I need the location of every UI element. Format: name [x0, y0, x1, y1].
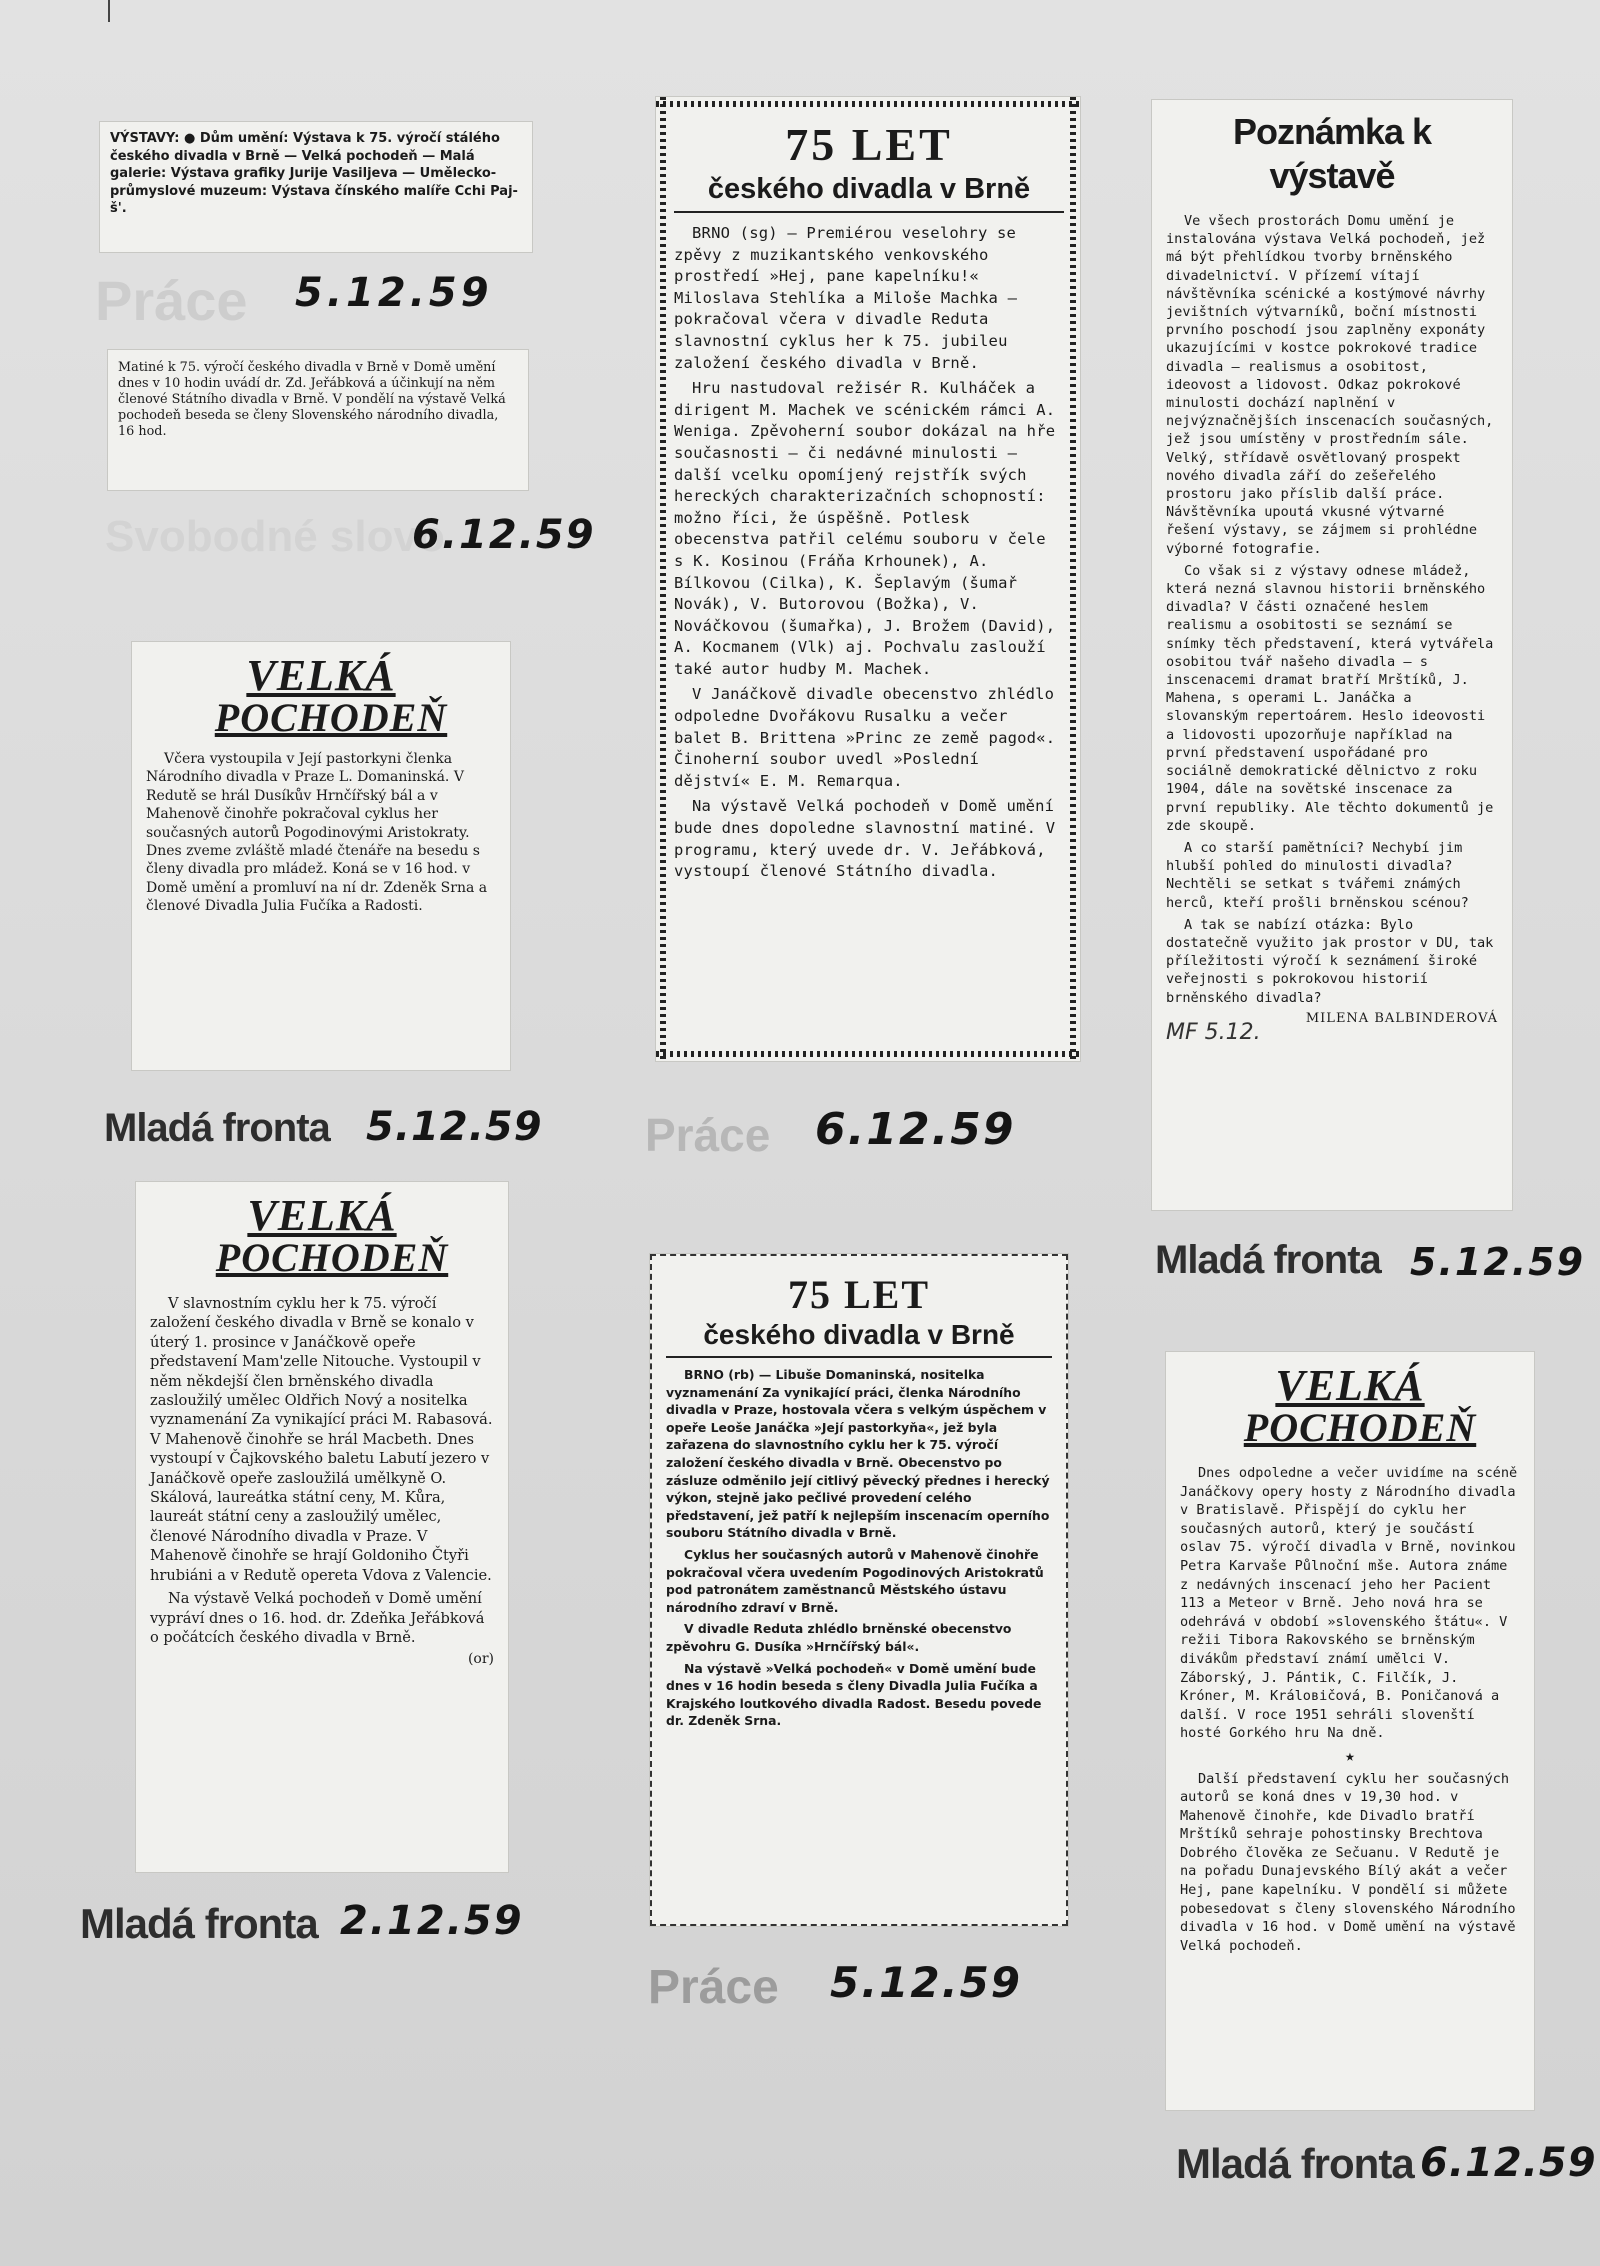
velka-pochoden-logo: [1180, 1361, 1520, 1450]
source-mf1: Mladá fronta: [104, 1106, 330, 1150]
clipping-matine: [108, 350, 528, 490]
mf3-paragraph: Dnes odpoledne a večer uvidíme na scéně Janáčkovy opery hosty z Národního divadla v Bratislavě. Přispějí do cyklu her současných autorů, který je součástí oslav 75. výročí divadla v Brně, novinkou Petra Karvaše Půlnoční mše. Autora známe z nedávných inscenací jeho her Pacient 113 a Meteor v Brně. Jeho nová hra se odehrává v období »slovenského štátu«. V režii Tibora Rakovského se brněnským divákům představí známí umělci V. Záborský, J. Pántik, C. Filčík, J. Króner, M. Králoвičová, B. Poničanová a další. V roce 1951 sehráli slovenští hosté Gorkého hru Na dně.: [1180, 1465, 1518, 1742]
ghost-source-svobodne: Svobodné slovo: [105, 512, 445, 561]
poznamka-paragraph: A tak se nabízí otázka: Bylo dostatečně využito jak prostor v DU, tak příležitosti výročí k seznámení široké veřejnosti s pokrokovou historií brněnského divadla?: [1166, 916, 1494, 1006]
border-right: [1070, 97, 1076, 1061]
prace6-paragraph: Na výstavě Velká pochodeň v Domě umění bude dnes dopoledne slavnostní matiné. V programu, který uvede dr. V. Jeřábková, vystoupí členové Státního divadla.: [674, 797, 1056, 881]
star-separator: ★: [1345, 1745, 1355, 1765]
date-matine: 6.12.59: [412, 512, 596, 558]
mf1-text: Včera vystoupila v Její pastorkyni členka Národního divadla v Praze L. Domaninská. V Redutě se hrál Dusíkův Hrnčířský bál a v Mahenově činohře pokračoval cyklus her současných autorů Pogodinovými Aristokraty. Dnes zveme zvláště mladé čtenáře na besedu s členy divadla pro mládež. Koná se v 16 hod. v Domě umění a promluví na ní dr. Zdeněk Srna a členové Divadla Julia Fučíka a Radosti.: [146, 751, 488, 915]
vystavy-text: VÝSTAVY: ● Dům umění: Výstava k 75. výročí stálého českého divadla v Brně — Velká pochodeň — Malá galerie: Výstava grafiky Jurije Vasiljeva — Uměleckoprůmyslové muzeum: Výstava čínského malíře Cchi Paj-š'.: [110, 131, 518, 216]
velka-pochoden-logo: [146, 651, 496, 740]
prace5-paragraph: Na výstavě »Velká pochodeň« v Domě umění bude dnes v 16 hodin beseda s členy Divadla Julia Fučíka a Krajského loutkového divadla Radost. Besedu povede dr. Zdeněk Srna.: [666, 1660, 1042, 1729]
prace6-paragraph: Hru nastudoval režisér R. Kulháček a dirigent M. Machek ve scénickém rámci A. Weniga. Zpěvoherní soubor dokázal na hře současnosti — či nedávné minulosti — další vcelku opomíjený rejstřík svých hereckých charakterizačních schopností: možno říci, že úspěšně. Potlesk obecenstva patřil celému souboru v čele s K. Kosinou (Fráňa Krhounek), A. Bílkovou (Cilka), K. Šeplavým (šumař Novák), V. Butorovou (Božka), V. Nováčkovou (šumařka), J. Brožem (David), A. Kocmanem (Vlk) aj. Pochvalu zaslouží také autor hudby M. Machek.: [674, 379, 1056, 678]
prace5-paragraph: BRNO (rb) — Libuše Domaninská, nositelka vyznamenání Za vynikající práci, členka Národního divadla v Praze, hostovala včera s velkým úspěchem v opeře Leoše Janáčka »Její pastorkyňa«, jež byla zařazena do slavnostního cyklu her k 75. výročí založení českého divadla v Brně. Obecenstvo po zásluze odměnilo její citlivý pěvecký přednes i herecký výkon, stejně jako pečlivé provedení celého představení, jež patří k nejlepším inscenacím operního souboru Státního divadla v Brně.: [666, 1367, 1050, 1541]
logo-line-velka: VELKÁ: [1275, 1361, 1425, 1410]
mf2-body: [150, 1294, 494, 1647]
ghost-source-prace: Práce: [95, 269, 248, 332]
velka-pochoden-logo: [150, 1191, 494, 1280]
clipping-poznamka-k-vystave: [1152, 100, 1512, 1210]
date-mf2: 2.12.59: [340, 1898, 524, 1944]
border-left: [660, 97, 666, 1061]
logo-line-velka: VELKÁ: [246, 651, 396, 700]
mf3-body: [1180, 1464, 1520, 1955]
date-prace5: 5.12.59: [830, 1958, 1023, 2007]
border-bottom: [656, 1051, 1080, 1057]
poznamka-paragraph: A co starší pamětníci? Nechybí jim hlubší pohled do minulosti divadla? Nechtěli se setkat s tvářemi známých herců, kteří prošli brněnskou scénou?: [1166, 839, 1469, 911]
mf2-paragraph: Na výstavě Velká pochodeň v Domě umění vypráví dnes o 16. hod. dr. Zdeňka Jeřábková o počátcích českého divadla v Brně.: [150, 1590, 485, 1646]
source-poznamka: Mladá fronta: [1155, 1238, 1381, 1282]
prace6-body: [674, 223, 1064, 883]
mf3-paragraph: Další představení cyklu her současných autorů se koná dnes v 19,30 hod. v Mahenově činohře, kde Divadlo bratří Mrštíků sehraje pohostinsky Brechtova Dobrého člověka ze Sečuanu. V Redutě je na pořadu Dunajevského Bílý akát a večer Hej, pane kapelníku. V pondělí si můžete pobesedovat s členy slovenského Národního divadla v 16 hod. v Domě umění na výstavě Velká pochodeň.: [1180, 1770, 1516, 1954]
clipping-mf-velka-pochoden-2: [136, 1182, 508, 1872]
date-vystavy: 5.12.59: [295, 270, 493, 316]
headline-75-let: 75 LET: [785, 119, 953, 170]
poznamka-scribble: MF 5.12.: [1166, 1019, 1261, 1045]
date-mf3: 6.12.59: [1420, 2140, 1597, 2186]
poznamka-headline: Poznámka k výstavě: [1232, 111, 1432, 196]
clipping-mf-velka-pochoden-3: [1166, 1352, 1534, 2110]
poznamka-body: [1166, 212, 1498, 1007]
date-prace6: 6.12.59: [815, 1104, 1016, 1155]
prace5-body: [666, 1366, 1052, 1730]
logo-line-pochoden: POCHODEŇ: [1243, 1405, 1477, 1450]
prace5-paragraph: V divadle Reduta zhlédlo brněnské obecenstvo zpěvohru G. Dusíka »Hrnčířský bál«.: [666, 1621, 1012, 1654]
logo-line-pochoden: POCHODEŇ: [214, 695, 448, 740]
clipping-prace-75-let-2: [650, 1254, 1068, 1926]
prace6-paragraph: V Janáčkově divadle obecenstvo zhlédlo odpoledne Dvořákovu Rusalku a večer balet B. Brittena »Princ ze země pagod«. Činoherní soubor uvedl »Poslední dějství« E. M. Remarqua.: [674, 685, 1056, 790]
matine-text: Matiné k 75. výročí českého divadla v Brně v Domě umění dnes v 10 hodin uvádí dr. Zd. Jeřábková a účinkují na něm členové Státního divadla v Brně. V pondělí na výstavě Velká pochodeň beseda se členy Slovenského národního divadla, 16 hod.: [118, 360, 506, 439]
source-mf3: Mladá fronta: [1176, 2140, 1414, 2187]
mf2-paragraph: V slavnostním cyklu her k 75. výročí založení českého divadla v Brně se konalo v úterý 1. prosince v Janáčkově opeře představení Mam'zelle Nitouche. Vystoupil v něm někdejší člen brněnského divadla zasloužilý umělec Oldřich Nový a nositelka vyznamenání Za vynikající práci M. Rabasová. V Mahenově činohře se hrál Macbeth. Dnes vystoupí v Čajkovského baletu Labutí jezero v Janáčkově opeře zasloužilá umělkyně O. Skálová, laureátka státní ceny, M. Kůra, laureát státní ceny a zasloužilý umělec, členové Národního divadla v Praze. V Mahenově činohře se hrají Goldoniho Čtyři hrubiáni a v Redutě opereta Vdova z Valencie.: [150, 1295, 493, 1584]
source-prace6: Práce: [645, 1109, 771, 1161]
source-mf2: Mladá fronta: [80, 1900, 318, 1947]
mf2-signature: (or): [467, 1651, 494, 1668]
source-prace5: Práce: [648, 1961, 779, 2014]
page-edge-mark: [108, 0, 110, 22]
clipping-mf-velka-pochoden-1: [132, 642, 510, 1070]
clipping-prace-75-let-1: [656, 97, 1080, 1061]
headline-75-let: 75 LET: [787, 1272, 931, 1317]
poznamka-paragraph: Co však si z výstavy odnese mládež, která nezná slavnou historii brněnského divadla? V části označené heslem realismu a osobitosti se seznámí se snímky těch představení, která vytvářela osobitou tvář našeho divadla — s inscenacemi dramat bratří Mrštíků, J. Mahena, s operami L. Janáčka a slovanským repertoárem. Heslo ideovosti a lidovosti upozorňuje například na první představení uspořádané pro sociálně demokratické dělnictvo z roku 1904, dále na sovětské inscenace za první republiky. Ale těchto dokumentů je zde skoupě.: [1166, 562, 1494, 834]
subhead-ceskeho-divadla: českého divadla v Brně: [666, 1318, 1052, 1358]
subhead-ceskeho-divadla: českého divadla v Brně: [674, 171, 1064, 213]
prace6-paragraph: BRNO (sg) — Premiérou veselohry se zpěvy z muzikantského venkovského prostředí »Hej, pane kapelníku!« Miloslava Stehlíka a Miloše Machka — pokračoval včera v divadle Reduta slavnostní cyklus her k 75. jubileu založení českého divadla v Brně.: [674, 224, 1018, 372]
prace5-paragraph: Cyklus her současných autorů v Mahenově činohře pokračoval včera uvedením Pogodinových Aristokratů pod patronátem zaměstnanců Městského ústavu národního zdraví v Brně.: [666, 1546, 1044, 1615]
logo-line-velka: VELKÁ: [247, 1191, 397, 1240]
poznamka-paragraph: Ve všech prostorách Domu umění je instalována výstava Velká pochodeň, jež má být přehlídkou tvorby brněnského divadelnictví. V přízemí vítají návštěvníka scénické a kostýmové návrhy jevištních výtvarníků, boční místnosti prvního poschodí jsou zaplněny exponáty ukazujícími v kostce pokrokové tradice divadla — realismus a osobitost, ideovost a lidovost. Odkaz pokrokové minulosti dochází naplnění v nejvýznačnějších inscenacích současných, jež jsou umístěny v prostředním sále. Velký, střídavě osvětlovaný prospekt nového divadla září do zešeřelého prostoru jako příslib další práce. Návštěvníka upoutá vkusné výtvarné řešení výstavy, se zájmem si prohlédne výborné fotografie.: [1166, 213, 1494, 557]
clipping-vystavy: [100, 122, 532, 252]
date-poznamka: 5.12.59: [1410, 1240, 1586, 1284]
border-top: [656, 101, 1080, 107]
date-mf1: 5.12.59: [366, 1104, 543, 1150]
poznamka-author: MILENA BALBINDEROVÁ: [1305, 1010, 1498, 1026]
logo-line-pochoden: POCHODEŇ: [215, 1235, 449, 1280]
